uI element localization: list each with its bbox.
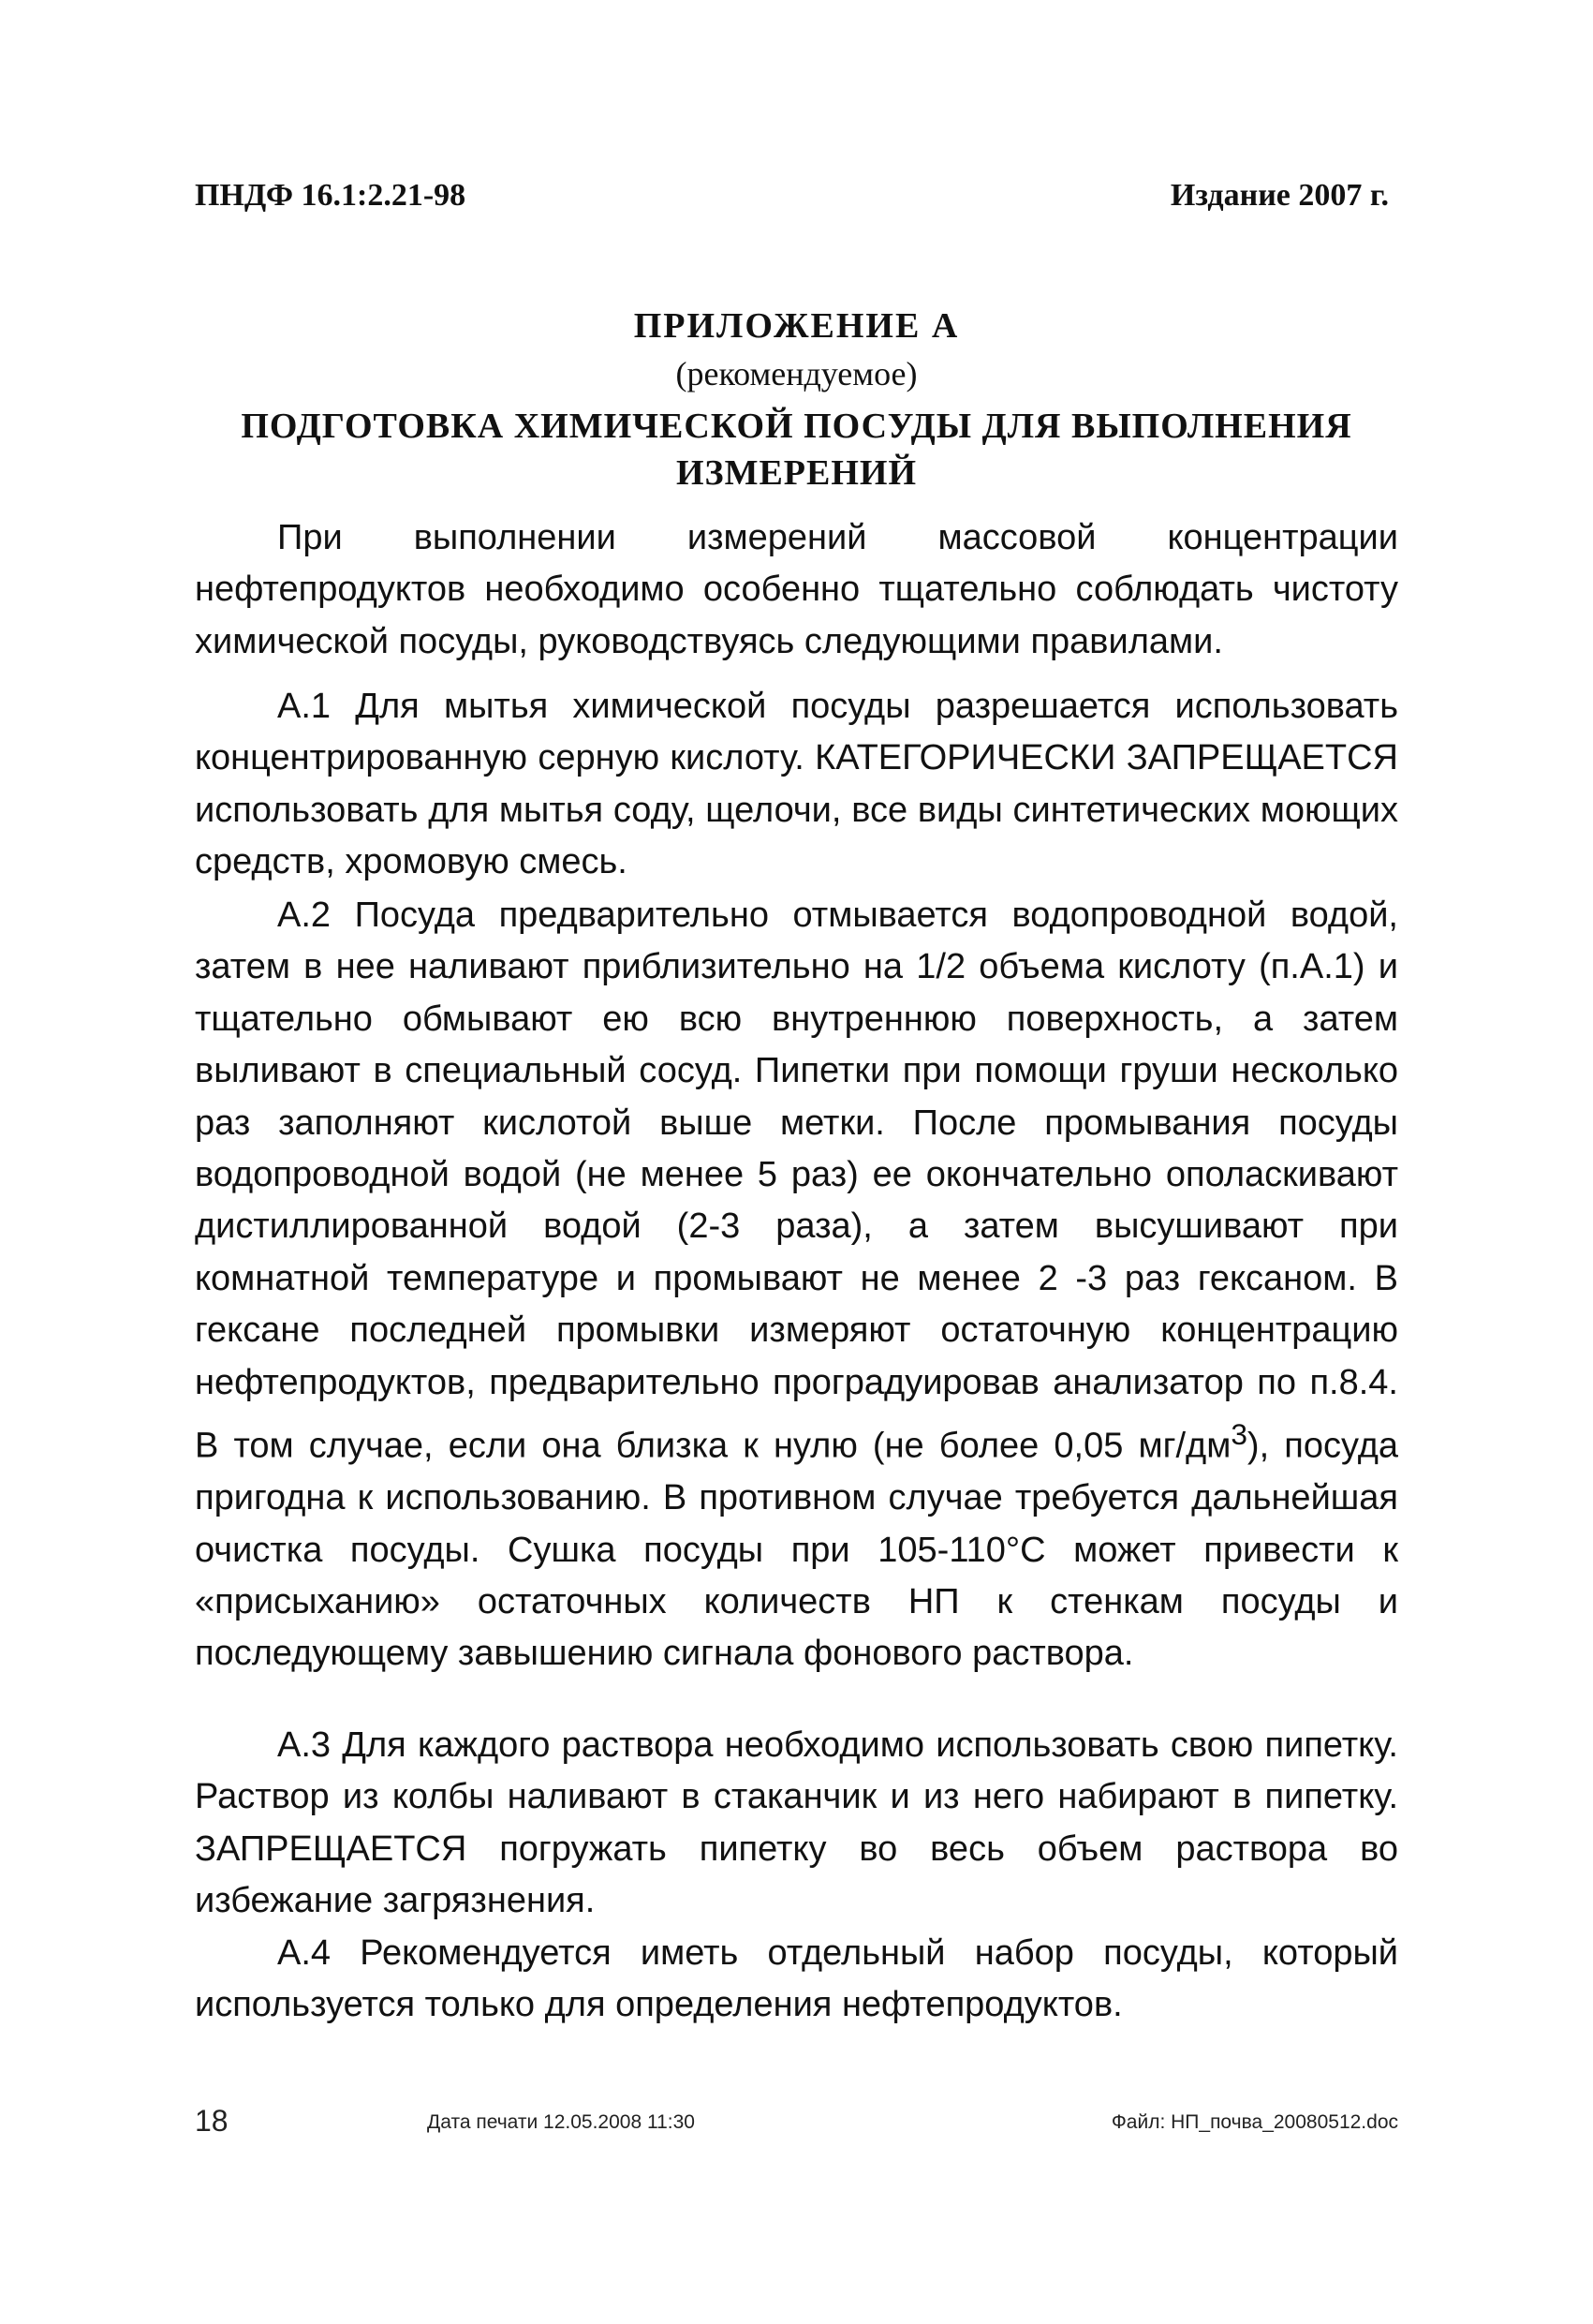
paragraph-a2-text-1: А.2 Посуда предварительно отмывается водопроводной водой, затем в нее наливают приблизительно на 1/2 объема кислоту (п.А.1) и тщательно обмывают ею всю внутреннюю поверхность, а затем выливают в специальный сосуд. Пипетки при помощи груши несколько раз заполняют кислотой выше метки. После промывания посуды водопроводной водой (не менее 5 раз) ее окончательно ополаскивают дистиллированной водой (2-3 раза), а затем высушивают при комнатной температуре и промывают не менее 2 -3 раз гексаном. В гексане последней промывки измеряют остаточную концентрацию нефтепродуктов, предварительно проградуировав анализатор по п.8.4. В том случае, если она близка к нулю (не более 0,05 мг/дм (195, 896, 1398, 1466)
paragraph-a2-superscript: 3 (1231, 1417, 1247, 1452)
section-heading (195, 403, 1398, 496)
paragraph-a1: А.1 Для мытья химической посуды разрешается использовать концентрированную серную кислоту. КАТЕГОРИЧЕСКИ ЗАПРЕЩАЕТСЯ использовать для мытья соду, щелочи, все виды синтетических моющих средств, хромовую смесь. (195, 687, 1398, 882)
paragraph-a2 (195, 890, 1398, 1680)
print-date: Дата печати 12.05.2008 11:30 (427, 2111, 695, 2133)
paragraph-a4: А.4 Рекомендуется иметь отдельный набор посуды, который используется только для определения нефтепродуктов. (195, 1933, 1398, 2025)
file-name: Файл: НП_почва_20080512.doc (1111, 2111, 1398, 2133)
section-heading-line1: ПОДГОТОВКА ХИМИЧЕСКОЙ ПОСУДЫ ДЛЯ ВЫПОЛНЕНИЯ (241, 407, 1352, 446)
document-code: ПНДФ 16.1:2.21-98 (195, 178, 466, 213)
paragraph-a2-text-2: ), посуда пригодна к использованию. В противном случае требуется дальнейшая очистка посуды. Сушка посуды при 105-110°С может привести к «присыханию» остаточных количеств НП к стенкам посуды и последующему завышению сигнала фонового раствора. (195, 1426, 1398, 1674)
paragraph-a3: А.3 Для каждого раствора необходимо использовать свою пипетку. Раствор из колбы наливают в стаканчик и из него набирают в пипетку. ЗАПРЕЩАЕТСЯ погружать пипетку во весь объем раствора во избежание загрязнения. (195, 1725, 1398, 1921)
appendix-subtitle: (рекомендуемое) (675, 355, 918, 392)
appendix-title: ПРИЛОЖЕНИЕ А (633, 306, 960, 346)
edition-label: Издание 2007 г. (1170, 178, 1389, 213)
section-heading-line2: ИЗМЕРЕНИЙ (675, 453, 918, 493)
intro-paragraph: При выполнении измерений массовой концентрации нефтепродуктов необходимо особенно тщательно соблюдать чистоту химической посуды, руководствуясь следующими правилами. (195, 518, 1398, 661)
page-number: 18 (195, 2104, 229, 2138)
